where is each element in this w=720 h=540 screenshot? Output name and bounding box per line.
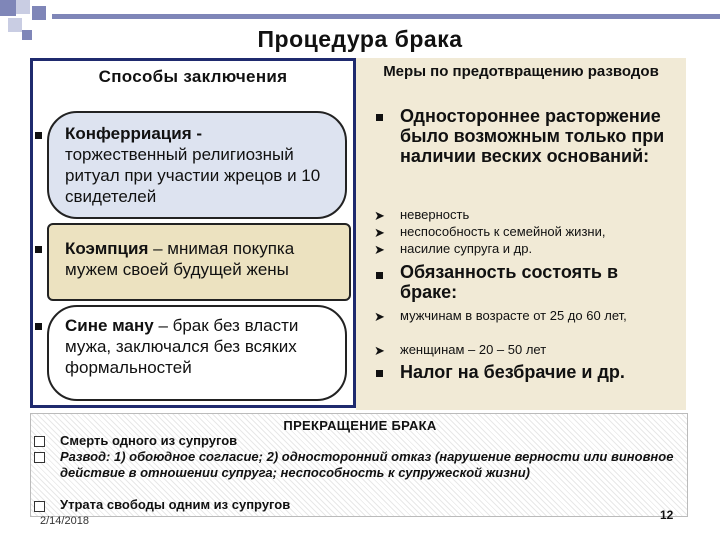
measure-tax: Налог на безбрачие и др. [400,362,625,382]
item-confarreatio: Конферриация - торжественный религиозный ритуал при участии жрецов и 10 свидетелей [65,124,321,206]
ground-item: неспособность к семейной жизни, [400,224,606,239]
item-sine-manu: Сине ману – брак без власти мужа, заключался без всяких формальностей [65,316,299,377]
decor-square [8,18,22,32]
ground-item: неверность [400,207,470,222]
decor-square [16,0,30,14]
decor-square [0,0,16,16]
left-heading: Способы заключения [98,67,288,86]
measure-unilateral: Одностороннее расторжение было возможным только при наличии веских оснований: [400,106,665,166]
page-title: Процедура брака [257,26,463,52]
bullet [376,370,383,377]
termination-line: Развод: 1) обоюдное согласие; 2) односторонний отказ (нарушение верности или виновное действие в отношении супруга; неспособность к супружеской жизни) [60,449,674,480]
bullet [35,132,42,139]
decor-square [32,6,46,20]
arrow-bullet-icon: ➤ [374,242,385,257]
measure-obligation: Обязанность состоять в браке: [400,262,619,302]
right-panel [356,58,686,410]
right-heading: Меры по предотвращению разводов [383,63,659,80]
left-panel [30,58,356,408]
bullet [35,246,42,253]
bullet [35,323,42,330]
header-rule [52,14,720,19]
item-coemptio: Коэмпция – мнимая покупка мужем своей будущей жены [65,239,295,279]
slide-date: 2/14/2018 [40,515,89,527]
arrow-bullet-icon: ➤ [374,343,385,358]
ground-item: насилие супруга и др. [400,241,533,256]
page-number: 12 [660,508,674,522]
termination-line: Смерть одного из супругов [60,433,238,448]
termination-line: Утрата свободы одним из супругов [60,497,291,512]
age-women: женщинам – 20 – 50 лет [400,342,547,357]
age-men: мужчинам в возрасте от 25 до 60 лет, [400,308,627,323]
arrow-bullet-icon: ➤ [374,309,385,324]
arrow-bullet-icon: ➤ [374,208,385,223]
bullet [376,114,383,121]
checkbox-bullet-icon [34,501,45,512]
termination-heading: ПРЕКРАЩЕНИЕ БРАКА [283,418,437,433]
bullet [376,272,383,279]
checkbox-bullet-icon [34,452,45,463]
decor-square [22,30,32,40]
arrow-bullet-icon: ➤ [374,225,385,240]
checkbox-bullet-icon [34,436,45,447]
